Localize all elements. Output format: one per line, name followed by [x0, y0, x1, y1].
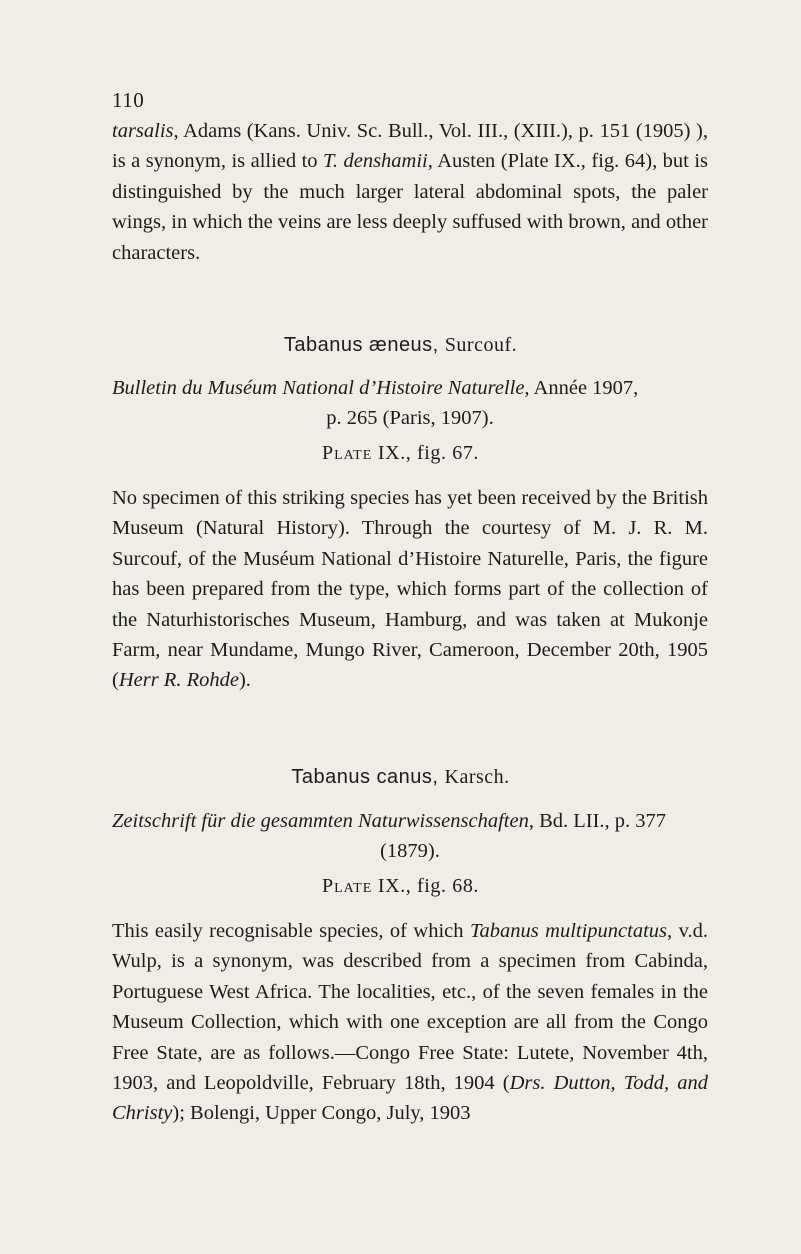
collector-names: Drs. Dutton, Todd, and Christy: [112, 1072, 708, 1125]
species-name: T. denshamii: [323, 150, 428, 173]
paragraph-tarsalis: [112, 116, 708, 268]
species-title: Tabanus canus,: [291, 766, 439, 788]
citation-line2: p. 265 (Paris, 1907).: [326, 407, 494, 430]
citation-line2: (1879).: [380, 840, 440, 863]
species-title: Tabanus æneus,: [283, 334, 439, 356]
plate-word: Plate: [321, 442, 373, 464]
paragraph-aeneus: [112, 483, 708, 696]
collector-name: Herr R. Rohde: [118, 669, 239, 692]
text-span: This easily recognisable species, of which: [112, 920, 470, 942]
text-span: , Austen (Plate IX., fig. 64), but is distinguished by the much larger lateral abdominal spots, the paler wings, in which the veins are less deeply suffused with brown, and other characters.: [112, 150, 708, 264]
citation-detail: Bd. LII., p. 377: [533, 810, 667, 832]
synonym-name: Tabanus multipunctatus: [469, 920, 668, 942]
plate-number: IX., fig. 67.: [377, 442, 480, 464]
species-author: Surcouf.: [444, 334, 518, 356]
text-span: ).: [238, 669, 251, 692]
text-span: , v.d. Wulp, is a synonym, was described from a specimen from Cabinda, Portuguese West Africa. The localities, etc., of the seven females in the Museum Collection, which with one exception are all from the Congo Free State, are as follows.—Congo Free State: Lutete, November 4th, 1903, and Leopoldville, February 18th, 1904 (: [112, 920, 708, 1095]
species-heading-aeneus: [0, 334, 801, 357]
citation-detail: Année 1907,: [529, 377, 639, 399]
species-epithet: tarsalis: [112, 120, 174, 142]
paragraph-canus: [112, 916, 708, 1129]
text-span: ); Bolengi, Upper Congo, July, 1903: [172, 1102, 471, 1125]
plate-reference-68: [0, 875, 801, 898]
journal-title: Zeitschrift für die gesammten Naturwissenschaften,: [112, 810, 534, 832]
species-author: Karsch.: [444, 766, 510, 788]
text-span: , Adams (Kans. Univ. Sc. Bull., Vol. III., (XIII.), p. 151 (1905) ), is a synonym, is allied to: [112, 120, 708, 173]
citation-canus: [112, 806, 708, 867]
plate-word: Plate: [321, 875, 373, 897]
citation-aeneus: [112, 373, 708, 434]
journal-title: Bulletin du Muséum National d’Histoire Naturelle,: [112, 377, 530, 399]
page-number: 110: [112, 88, 145, 112]
species-heading-canus: [0, 766, 801, 789]
plate-number: IX., fig. 68.: [377, 875, 480, 897]
plate-reference-67: [0, 442, 801, 465]
text-span: No specimen of this striking species has yet been received by the British Museum (Natural History). Through the courtesy of M. J. R. M. Surcouf, of the Muséum National d’Histoire Naturelle, Paris, the figure has been prepared from the type, which forms part of the collection of the Naturhistorisches Museum, Hamburg, and was taken at Mukonje Farm, near Mundame, Mungo River, Cameroon, December 20th, 1905 (: [112, 487, 708, 692]
